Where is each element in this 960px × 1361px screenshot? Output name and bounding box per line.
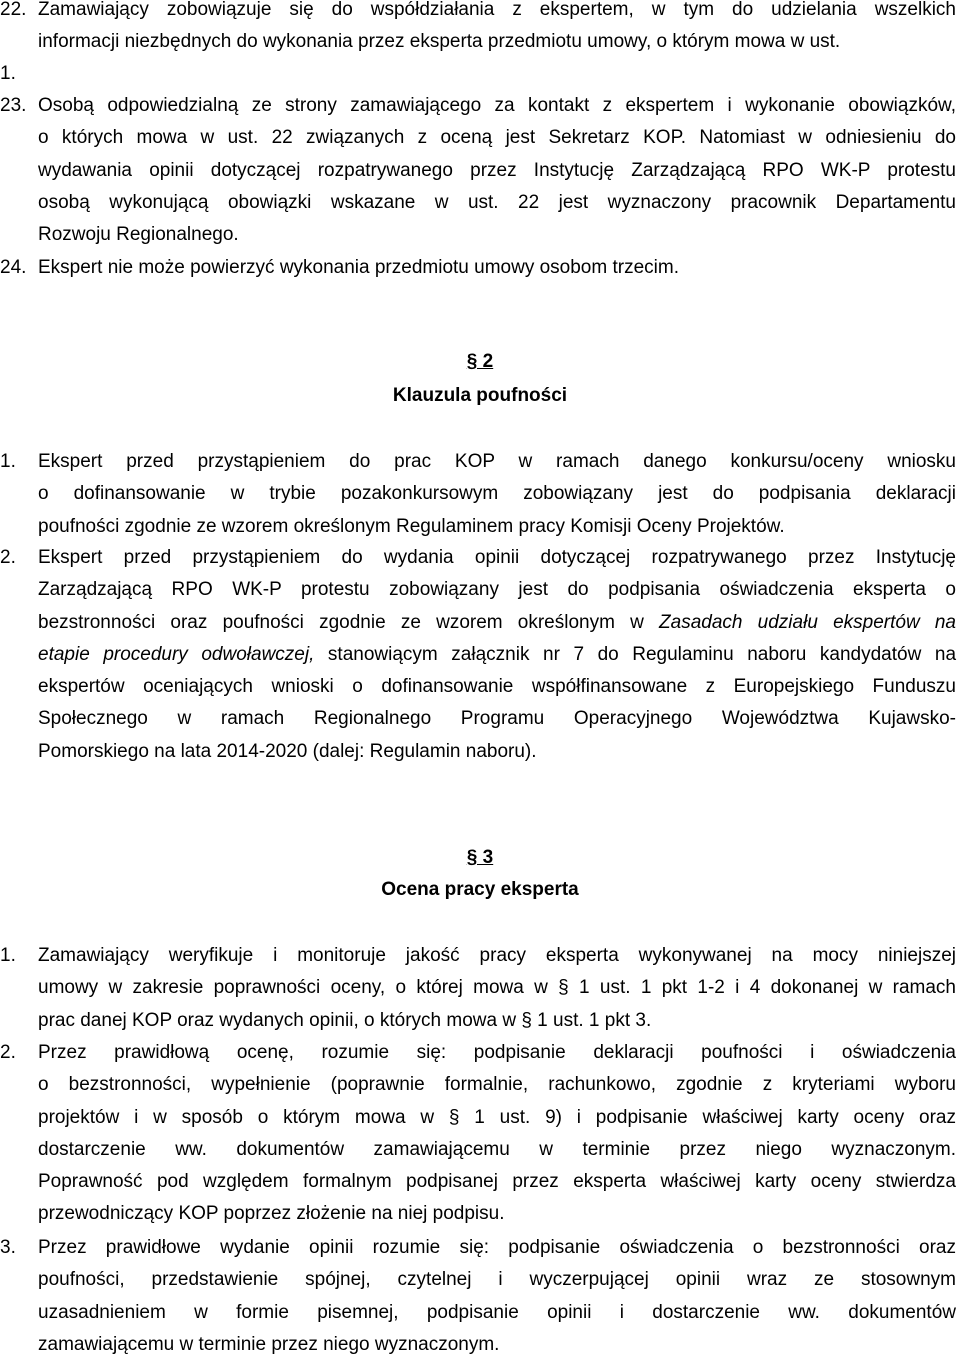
italic-text: Zasadach udziału ekspertów na [659,611,956,633]
section-3-title: Ocena pracy eksperta [381,879,579,900]
text-line: prac danej KOP oraz wydanych opinii, o których mowa w § 1 ust. 1 pkt 3. [38,1009,652,1031]
text-line: uzasadnieniem w formie pisemnej, podpisanie opinii i dostarczenie ww. dokumentów [38,1301,956,1323]
text-line: Zamawiający weryfikuje i monitoruje jakość pracy eksperta wykonywanej na mocy niniejszej [38,945,956,966]
paragraph-s3-2 [38,1037,956,1231]
text-line: Ekspert nie może powierzyć wykonania przedmiotu umowy osobom trzecim. [38,257,679,278]
text-line: poufności zgodnie ze wzorem określonym Regulaminem pracy Komisji Oceny Projektów. [38,515,785,537]
text-line: Przez prawidłową ocenę, rozumie się: podpisanie deklaracji poufności i oświadczenia [38,1042,956,1063]
text-run: bezstronności oraz poufności zgodnie ze wzorem określonym w [38,611,660,633]
text-line: informacji niezbędnych do wykonania przez eksperta przedmiotu umowy, o którym mowa w ust. [38,31,841,53]
paragraph-24 [38,252,956,284]
section-number: § 3 [466,847,494,868]
paragraph-s2-1 [38,446,956,543]
text-line: osobą wykonującą obowiązki wskazane w ust. 22 jest wyznaczony pracownik Departamentu [38,191,956,213]
text-line: Pomorskiego na lata 2014-2020 (dalej: Regulamin naboru). [38,740,537,762]
paragraph-23 [38,90,956,251]
italic-text: etapie procedury odwoławczej, [38,643,315,665]
text-line: o dofinansowanie w trybie pozakonkursowym zobowiązany jest do podpisania deklaracji [38,483,956,505]
text-line: projektów i w sposób o którym mowa w § 1 ust. 9) i podpisanie właściwej karty oceny oraz [38,1106,956,1128]
paragraph-s3-1 [38,940,956,1037]
text-line: Osobą odpowiedzialną ze strony zamawiającego za kontakt z ekspertem i wykonanie obowiązków, [38,95,956,116]
text-line: o bezstronności, wypełnienie (poprawnie formalnie, rachunkowo, zgodnie z kryteriami wyboru [38,1074,956,1096]
text-line: przewodniczący KOP poprzez złożenie na niej podpisu. [38,1203,505,1225]
paragraph-s3-3 [38,1232,956,1361]
section-2-heading [0,346,960,378]
paragraph-22 [38,0,956,59]
text-line: Zamawiający zobowiązuje się do współdziałania z ekspertem, w tym do udzielania wszelkich [38,0,956,20]
text-line: Społecznego w ramach Regionalnego Programu Operacyjnego Województwa Kujawsko- [38,708,956,730]
item-number: 24. [0,257,27,278]
text-line: 1. [0,63,16,84]
text-line-mixed [38,639,956,671]
text-line: ekspertów oceniających wnioski o dofinansowanie współfinansowane z Europejskiego Funduszu [38,676,956,698]
item-number: 1. [0,945,16,966]
item-number: 23. [0,95,27,116]
text-line: o których mowa w ust. 22 związanych z oceną jest Sekretarz KOP. Natomiast w odniesieniu do [38,127,956,149]
text-line: zamawiającemu w terminie przez niego wyznaczonym. [38,1333,500,1355]
item-number: 2. [0,1042,16,1063]
text-line: wydawania opinii dotyczącej rozpatrywanego przez Instytucję Zarządzającą RPO WK-P protestu [38,159,956,181]
text-line: Zarządzającą RPO WK-P protestu zobowiązany jest do podpisania oświadczenia eksperta o [38,579,956,601]
item-number: 2. [0,547,16,568]
item-number: 3. [0,1237,16,1258]
text-line: Poprawność pod względem formalnym podpisanej przez eksperta właściwej karty oceny stwierdza [38,1171,956,1193]
text-line: Ekspert przed przystąpieniem do prac KOP w ramach danego konkursu/oceny wniosku [38,451,956,472]
text-line: poufności, przedstawienie spójnej, czytelnej i wyczerpującej opinii wraz ze stosownym [38,1269,956,1291]
text-line-mixed [38,607,956,639]
text-line: Rozwoju Regionalnego. [38,224,239,246]
section-3-heading [0,842,960,874]
text-line: Ekspert przed przystąpieniem do wydania opinii dotyczącej rozpatrywanego przez Instytucję [38,547,956,568]
section-2-title: Klauzula poufności [392,385,568,406]
text-line: dostarczenie ww. dokumentów zamawiającemu w terminie przez niego wyznaczonym. [38,1138,956,1160]
item-number: 1. [0,451,16,472]
item-number: 22. [0,0,27,20]
paragraph-s2-2 [38,542,956,768]
section-number: § 2 [466,351,494,372]
text-line: umowy w zakresie poprawności oceny, o której mowa w § 1 ust. 1 pkt 1-2 i 4 dokonanej w ramach [38,977,956,999]
text-line: Przez prawidłowe wydanie opinii rozumie się: podpisanie oświadczenia o bezstronności oraz [38,1237,956,1258]
text-run: stanowiącym załącznik nr 7 do Regulaminu naboru kandydatów na [314,643,957,665]
